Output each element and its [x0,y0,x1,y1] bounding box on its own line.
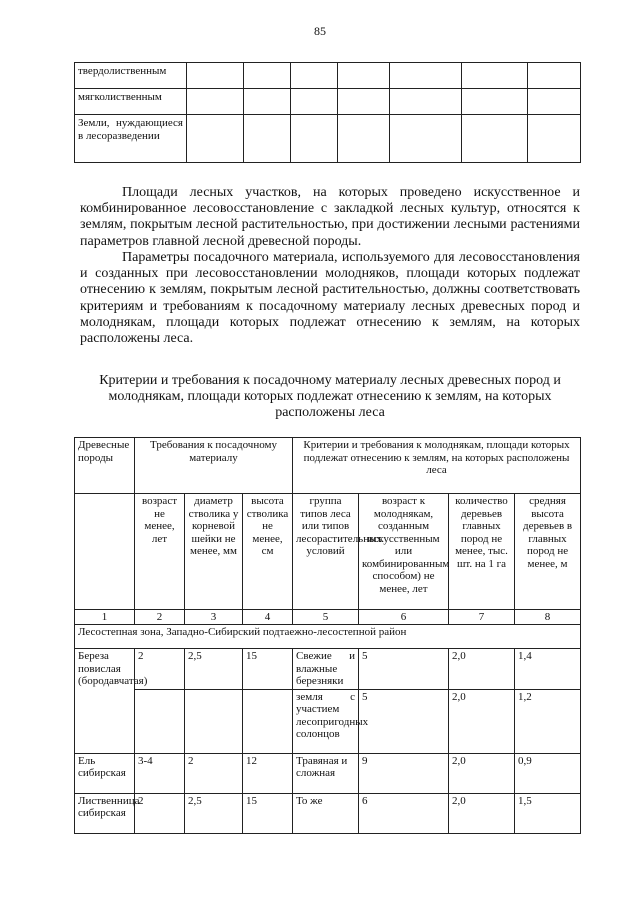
table-row [75,63,581,89]
diameter-cell: 2,5 [185,649,243,690]
count-cell: 2,0 [449,689,515,753]
paragraph-2: Параметры посадочного материала, используемого для лесовосстановления и созданных при лесовосстановлении молодняков, площади которых подлежат отнесению к землям, покрытым лесной растительностью, должны соответствовать критериям и требованиям к посадочному материалу лесных древесных пород и молоднякам, площади которых подлежат отнесению к землям, на которых расположены леса. [80,250,580,347]
header-count: количество деревьев главных пород не менее, тыс. шт. на 1 га [449,494,515,610]
column-number: 6 [359,610,449,625]
height-cell: 15 [243,793,293,833]
row-label: Земли, нуждающиеся в лесоразведении [75,115,187,163]
count-cell: 2,0 [449,753,515,793]
row-label: мягколиственным [75,89,187,115]
species-cell: Лиственница сибирская [75,793,135,833]
header-species: Древесные породы [75,438,135,494]
column-number: 7 [449,610,515,625]
column-number: 4 [243,610,293,625]
zone-row: Лесостепная зона, Западно-Сибирский подтаежно-лесостепной район [75,625,581,649]
header-age: возраст не менее, лет [135,494,185,610]
height-cell: 15 [243,649,293,690]
diameter-cell: 2,5 [185,793,243,833]
young-age-cell: 5 [359,649,449,690]
count-cell: 2,0 [449,793,515,833]
table-row [75,115,581,163]
forest-type-cell: То же [293,793,359,833]
header-diameter: диаметр стволика у корневой шейки не менее, мм [185,494,243,610]
column-number: 3 [185,610,243,625]
avg-height-cell: 1,4 [515,649,581,690]
header-seedling-group: Требования к посадочному материалу [135,438,293,494]
column-number: 2 [135,610,185,625]
header-forest-type: группа типов леса или типов лесорастительных условий [293,494,359,610]
header-height: высота стволика не менее, см [243,494,293,610]
height-cell: 12 [243,753,293,793]
header-young-age: возраст к молоднякам, созданным искусственным или комбинированным способом) не менее, лет [359,494,449,610]
row-label: твердолиственным [75,63,187,89]
table-row [75,89,581,115]
young-age-cell: 9 [359,753,449,793]
age-cell: 2 [135,649,185,690]
count-cell: 2,0 [449,649,515,690]
land-category-table [74,62,581,163]
criteria-table [74,437,581,834]
column-number: 8 [515,610,581,625]
species-cell: Береза повислая (бородавчатая) [75,649,135,754]
table-row [75,793,581,833]
forest-type-cell: Травяная и сложная [293,753,359,793]
column-number: 1 [75,610,135,625]
table-heading: Критерии и требования к посадочному материалу лесных древесных пород и молоднякам, площади которых подлежат отнесению к землям, на которых расположены леса [99,373,561,420]
forest-type-cell: Свежие и влажные березняки [293,649,359,690]
header-young-group: Критерии и требования к молоднякам, площади которых подлежат отнесению к землям, на которых расположены леса [293,438,581,494]
avg-height-cell: 0,9 [515,753,581,793]
age-cell: 3-4 [135,753,185,793]
young-age-cell: 5 [359,689,449,753]
header-avg-height: средняя высота деревьев в главных пород не менее, м [515,494,581,610]
age-cell: 2 [135,793,185,833]
column-number: 5 [293,610,359,625]
avg-height-cell: 1,2 [515,689,581,753]
diameter-cell: 2 [185,753,243,793]
table-row [75,689,581,753]
paragraph-1: Площади лесных участков, на которых проведено искусственное и комбинированное лесовосстановление с закладкой лесных культур, относятся к землям, покрытым лесной растительностью, при достижении лесными растениями параметров главной лесной древесной породы. [80,185,580,249]
avg-height-cell: 1,5 [515,793,581,833]
table-row [75,753,581,793]
forest-type-cell: земля с участием лесопригодных солонцов [293,689,359,753]
species-cell: Ель сибирская [75,753,135,793]
table-row [75,649,581,690]
young-age-cell: 6 [359,793,449,833]
page-number: 85 [314,24,326,38]
